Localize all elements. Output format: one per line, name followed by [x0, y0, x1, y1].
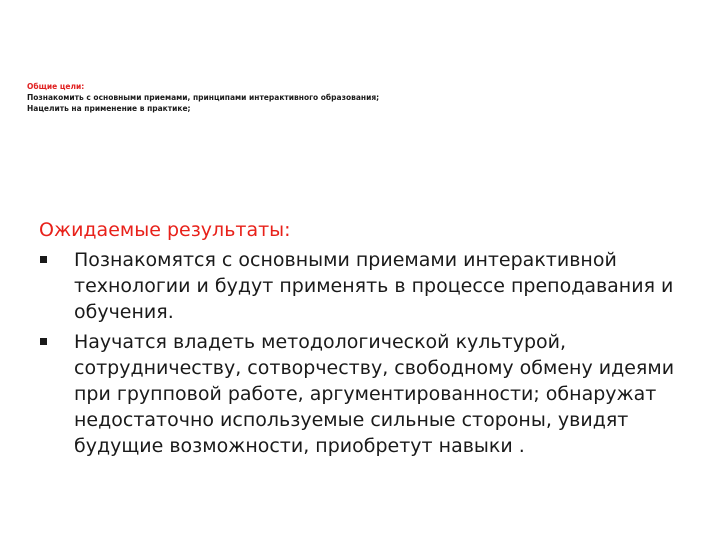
results-list: [39, 247, 689, 459]
goals-line-1: Познакомить с основными приемами, принципами интерактивного образования;: [27, 93, 380, 102]
results-block: [39, 217, 689, 463]
goals-block: [27, 81, 687, 114]
square-bullet-icon: [40, 256, 47, 263]
square-bullet-icon: [40, 338, 47, 345]
results-item: [39, 247, 689, 325]
results-item: [39, 329, 689, 459]
results-item-text: Научатся владеть методологической культурой, сотрудничеству, сотворчеству, свободному обмену идеями при групповой работе, аргументированности; обнаружат недостаточно используемые сильные стороны, увидят будущие возможности, приобретут навыки .: [74, 331, 675, 457]
goals-line-2: Нацелить на применение в практике;: [27, 104, 191, 113]
goals-title: Общие цели:: [27, 82, 85, 91]
results-item-text: Познакомятся с основными приемами интерактивной технологии и будут применять в процессе преподавания и обучения.: [74, 249, 674, 323]
results-title: Ожидаемые результаты:: [39, 219, 291, 241]
